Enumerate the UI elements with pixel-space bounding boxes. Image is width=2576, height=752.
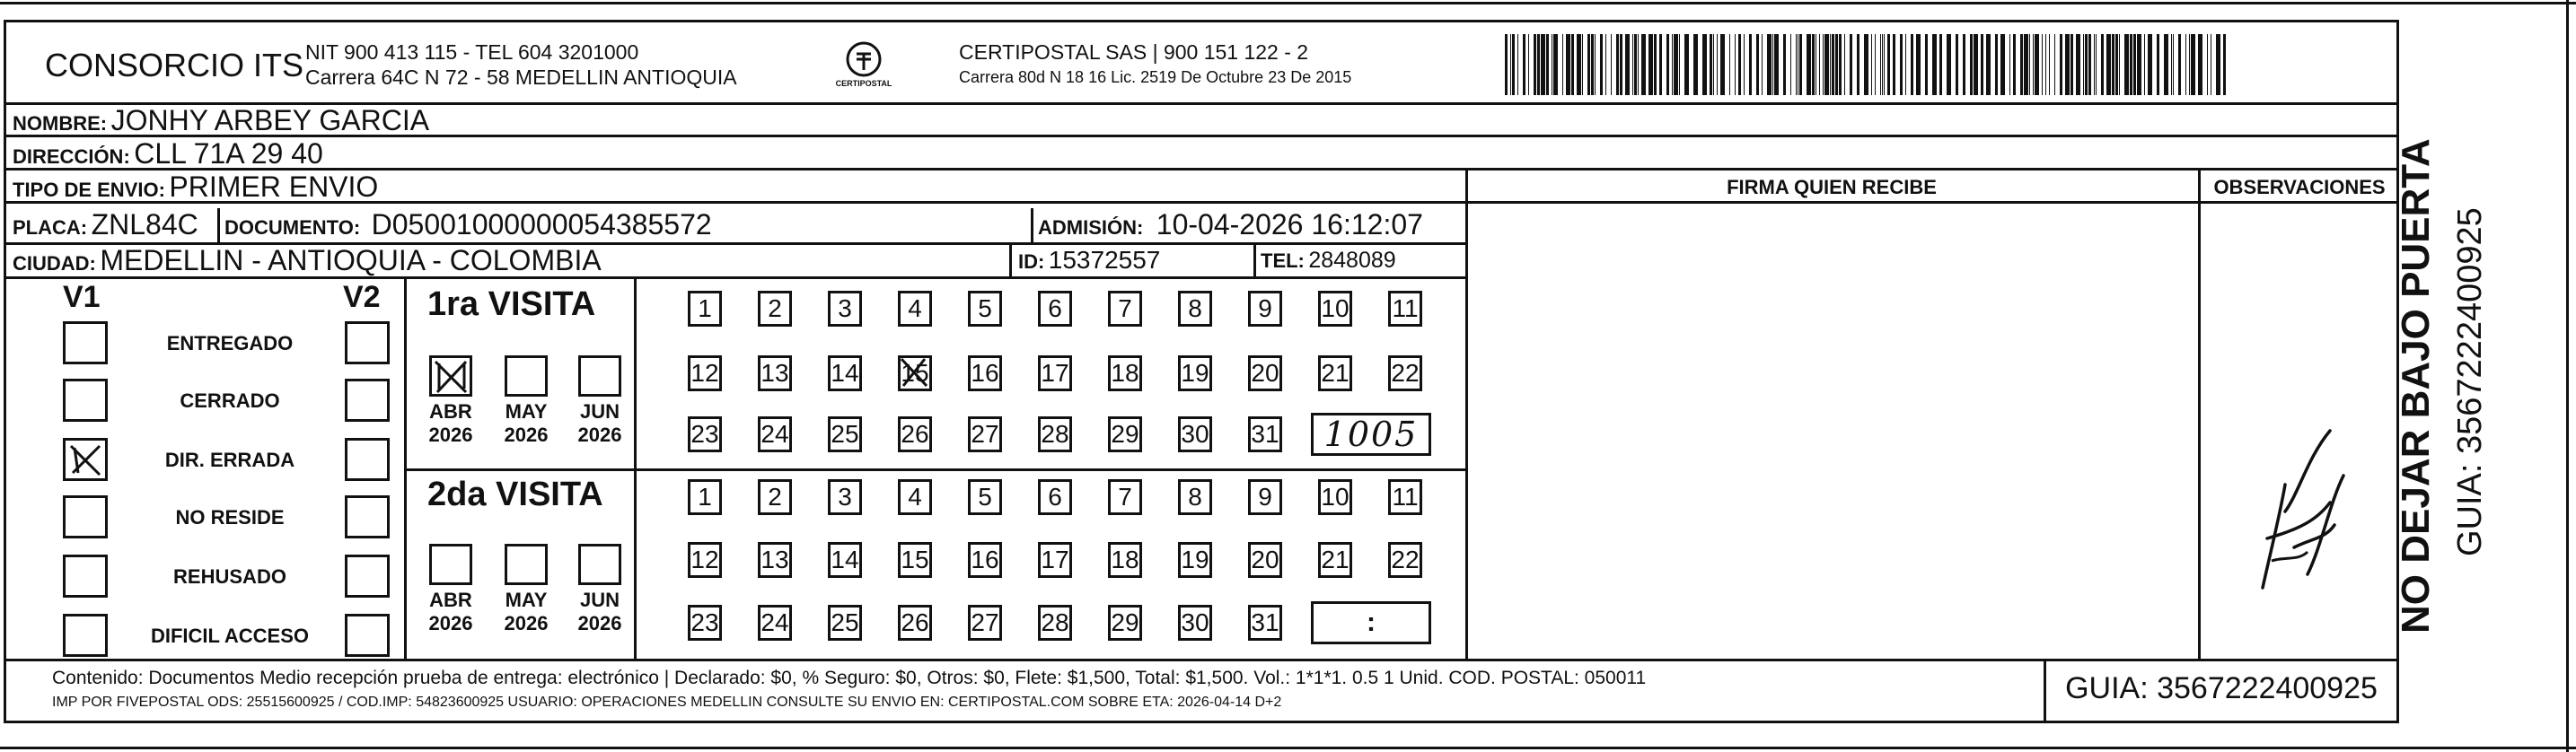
footer-contenido: Contenido: Documentos Medio recepción prueba de entrega: electrónico | Declarado: $0, % Seguro: $0, Otros: $0, Flete: $1,500, Total: $1,500. Vol.: 1*1*1. 0.5 1 Unid. COD. POSTAL: 050011 <box>52 668 1647 688</box>
second-visit-day-label: 29 <box>1111 608 1139 636</box>
company-nit: NIT 900 413 115 - TEL 604 3201000 <box>305 40 639 64</box>
certipostal-logo-text: CERTIPOSTAL <box>835 79 892 88</box>
second-visit-day-10[interactable] <box>1318 479 1352 515</box>
footer-imp-line: IMP POR FIVEPOSTAL ODS: 25515600925 / COD.IMP: 54823600925 USUARIO: OPERACIONES MEDELLIN CONSULTE SU ENVIO EN: CERTIPOSTAL.COM SOBRE ETA: 2026-04-14 D+2 <box>52 695 1282 710</box>
first-visit-time-value: 1005 <box>1323 415 1419 454</box>
second-visit-day-21[interactable] <box>1318 542 1352 578</box>
first-visit-day-26[interactable] <box>898 416 932 452</box>
second-visit-day-label: 23 <box>690 608 719 636</box>
first-visit-month-label: JUN <box>579 400 620 423</box>
first-visit-day-2[interactable] <box>758 291 792 327</box>
second-visit-day-label: 16 <box>971 546 999 573</box>
second-visit-day-label: 11 <box>1392 483 1419 511</box>
second-visit-day-label: 19 <box>1181 546 1209 573</box>
first-visit-day-label: 3 <box>838 294 852 322</box>
first-visit-day-20[interactable] <box>1248 355 1282 391</box>
second-visit-day-label: 8 <box>1188 483 1202 511</box>
first-visit-day-15[interactable] <box>898 355 932 391</box>
first-visit-day-label: 28 <box>1041 420 1069 448</box>
second-visit-day-29[interactable] <box>1108 605 1142 641</box>
months-divider <box>634 276 637 659</box>
company-name: CONSORCIO ITS <box>45 47 304 83</box>
first-visit-day-label: 4 <box>908 294 922 322</box>
recipient-signature <box>2245 404 2352 601</box>
second-visit-day-label: 20 <box>1251 546 1279 573</box>
status-option-label: NO RESIDE <box>175 506 285 529</box>
first-visit-day-30[interactable] <box>1178 416 1212 452</box>
second-visit-day-14[interactable] <box>828 542 862 578</box>
documento-label: DOCUMENTO: <box>224 216 361 239</box>
visit-split-rule <box>404 468 1467 471</box>
second-visit-month-box-may[interactable] <box>505 544 548 585</box>
ciudad-value: MEDELLIN - ANTIOQUIA - COLOMBIA <box>100 244 602 276</box>
v1-checkbox-5[interactable] <box>63 555 108 598</box>
first-visit-day-label: 29 <box>1111 420 1139 448</box>
first-visit-day-label: 27 <box>971 420 999 448</box>
v2-checkbox-4[interactable] <box>345 495 390 538</box>
first-visit-day-5[interactable] <box>968 291 1002 327</box>
footer-guia: GUIA: 3567222400925 <box>2065 671 2378 705</box>
v2-checkbox-3[interactable] <box>345 438 390 481</box>
first-visit-day-23[interactable] <box>688 416 722 452</box>
second-visit-day-17[interactable] <box>1038 542 1072 578</box>
status-option-label: CERRADO <box>180 389 280 412</box>
ciudad-label: CIUDAD: <box>13 252 96 275</box>
first-visit-day-label: 11 <box>1392 294 1419 322</box>
first-visit-day-14[interactable] <box>828 355 862 391</box>
first-visit-title: 1ra VISITA <box>427 285 596 323</box>
v1-checkbox-6[interactable] <box>63 614 108 657</box>
second-visit-time-value: : <box>1367 608 1376 637</box>
direccion-label: DIRECCIÓN: <box>13 145 130 168</box>
second-visit-month-label: MAY <box>505 589 548 611</box>
first-visit-month-label: MAY <box>505 400 548 423</box>
tipo-envio-label: TIPO DE ENVIO: <box>13 179 165 201</box>
first-visit-month-box-abr[interactable] <box>429 355 472 397</box>
documento-value: D05001000000054385572 <box>371 208 712 240</box>
first-visit-day-21[interactable] <box>1318 355 1352 391</box>
second-visit-day-11[interactable] <box>1388 479 1422 515</box>
first-visit-day-11[interactable] <box>1388 291 1422 327</box>
placa-divider <box>217 208 220 242</box>
second-visit-day-label: 13 <box>760 546 789 573</box>
second-visit-day-30[interactable] <box>1178 605 1212 641</box>
direccion-value: CLL 71A 29 40 <box>134 137 323 170</box>
ciudad-divider <box>1009 242 1012 276</box>
second-visit-day-4[interactable] <box>898 479 932 515</box>
placa-label: PLACA: <box>13 216 88 239</box>
first-visit-day-label: 26 <box>901 420 929 448</box>
status-option-label: DIFICIL ACCESO <box>150 625 309 647</box>
v2-checkbox-1[interactable] <box>345 321 390 364</box>
first-visit-day-13[interactable] <box>758 355 792 391</box>
footer-divider <box>4 659 2399 661</box>
firma-quien-recibe-label: FIRMA QUIEN RECIBE <box>1727 176 1937 198</box>
first-visit-day-18[interactable] <box>1108 355 1142 391</box>
first-visit-day-label: 24 <box>760 420 789 448</box>
ciudad-field <box>13 244 602 277</box>
first-visit-day-9[interactable] <box>1248 291 1282 327</box>
second-visit-day-label: 17 <box>1041 546 1069 573</box>
first-visit-month-box-jun[interactable] <box>578 355 621 397</box>
second-visit-day-label: 3 <box>838 483 852 511</box>
first-visit-day-label: 21 <box>1321 359 1350 387</box>
first-visit-day-label: 12 <box>690 359 719 387</box>
second-visit-day-label: 15 <box>901 546 929 573</box>
second-visit-day-label: 9 <box>1258 483 1272 511</box>
second-visit-day-label: 30 <box>1181 608 1209 636</box>
second-visit-year-label: 2026 <box>428 612 473 634</box>
second-visit-day-2[interactable] <box>758 479 792 515</box>
second-visit-day-label: 7 <box>1118 483 1132 511</box>
id-field <box>1018 246 1160 275</box>
second-visit-time-box[interactable] <box>1311 601 1431 644</box>
first-visit-day-label: 30 <box>1181 420 1209 448</box>
second-visit-month-box-jun[interactable] <box>578 544 621 585</box>
second-visit-day-27[interactable] <box>968 605 1002 641</box>
first-visit-day-16[interactable] <box>968 355 1002 391</box>
first-visit-day-28[interactable] <box>1038 416 1072 452</box>
v2-checkbox-6[interactable] <box>345 614 390 657</box>
first-visit-day-label: 2 <box>768 294 782 322</box>
second-visit-day-12[interactable] <box>688 542 722 578</box>
tracking-barcode <box>1505 34 2232 95</box>
observaciones-label: OBSERVACIONES <box>2213 176 2386 198</box>
company-address: Carrera 64C N 72 - 58 MEDELLIN ANTIOQUIA <box>305 66 737 89</box>
second-visit-day-9[interactable] <box>1248 479 1282 515</box>
page-bottom-rule <box>0 747 2576 749</box>
second-visit-day-label: 2 <box>768 483 782 511</box>
second-visit-day-7[interactable] <box>1108 479 1142 515</box>
first-visit-time-box[interactable] <box>1311 413 1431 456</box>
first-visit-year-label: 2026 <box>428 424 473 446</box>
admision-field <box>1038 208 1423 241</box>
right-panel-header-rule <box>1465 201 2399 204</box>
first-visit-day-label: 25 <box>831 420 859 448</box>
first-visit-day-label: 15 <box>901 359 929 387</box>
first-visit-day-label: 23 <box>690 420 719 448</box>
first-visit-day-1[interactable] <box>688 291 722 327</box>
second-visit-day-label: 4 <box>908 483 922 511</box>
admision-label: ADMISIÓN: <box>1038 216 1144 239</box>
second-visit-day-31[interactable] <box>1248 605 1282 641</box>
first-visit-day-29[interactable] <box>1108 416 1142 452</box>
status-option-label: REHUSADO <box>173 565 286 588</box>
second-visit-day-label: 5 <box>978 483 992 511</box>
first-visit-day-12[interactable] <box>688 355 722 391</box>
first-visit-day-label: 17 <box>1041 359 1069 387</box>
second-visit-day-20[interactable] <box>1248 542 1282 578</box>
v2-label: V2 <box>343 280 381 314</box>
second-visit-day-16[interactable] <box>968 542 1002 578</box>
second-visit-day-6[interactable] <box>1038 479 1072 515</box>
second-visit-month-label: ABR <box>429 589 472 611</box>
first-visit-day-7[interactable] <box>1108 291 1142 327</box>
tipo-envio-value: PRIMER ENVIO <box>169 171 379 203</box>
second-visit-day-28[interactable] <box>1038 605 1072 641</box>
first-visit-day-label: 16 <box>971 359 999 387</box>
tel-label: TEL: <box>1261 249 1305 272</box>
second-visit-day-label: 6 <box>1048 483 1062 511</box>
second-visit-day-5[interactable] <box>968 479 1002 515</box>
v1-checkbox-1[interactable] <box>63 321 108 364</box>
page-top-rule <box>0 2 2576 4</box>
signature-mark <box>2245 404 2352 601</box>
first-visit-day-3[interactable] <box>828 291 862 327</box>
second-visit-day-label: 14 <box>831 546 859 573</box>
first-visit-day-label: 5 <box>978 294 992 322</box>
second-visit-day-label: 10 <box>1321 483 1350 511</box>
first-visit-day-label: 6 <box>1048 294 1062 322</box>
first-visit-day-19[interactable] <box>1178 355 1212 391</box>
v1-checkbox-2[interactable] <box>63 379 108 422</box>
options-divider <box>404 276 407 659</box>
nombre-label: NOMBRE: <box>13 112 108 135</box>
v1-label: V1 <box>63 280 101 314</box>
nombre-value: JONHY ARBEY GARCIA <box>110 104 430 136</box>
certipostal-info: CERTIPOSTAL SAS | 900 151 122 - 2 <box>959 40 1309 64</box>
second-visit-day-19[interactable] <box>1178 542 1212 578</box>
first-visit-day-6[interactable] <box>1038 291 1072 327</box>
observaciones-left-border <box>2198 168 2201 660</box>
first-visit-day-8[interactable] <box>1178 291 1212 327</box>
v2-checkbox-2[interactable] <box>345 379 390 422</box>
second-visit-day-26[interactable] <box>898 605 932 641</box>
check-mark-icon <box>432 358 470 394</box>
id-divider <box>1253 242 1256 276</box>
first-visit-year-label: 2026 <box>577 424 622 446</box>
cross-mark-icon <box>898 355 932 391</box>
second-visit-day-label: 18 <box>1111 546 1139 573</box>
certipostal-logo-icon <box>837 39 891 97</box>
side-guia: GUIA: 3567222400925 <box>2451 207 2489 556</box>
page-right-rule <box>2566 0 2569 752</box>
second-visit-day-label: 24 <box>760 608 789 636</box>
first-visit-day-label: 14 <box>831 359 859 387</box>
second-visit-day-label: 27 <box>971 608 999 636</box>
second-visit-day-label: 26 <box>901 608 929 636</box>
second-visit-day-22[interactable] <box>1388 542 1422 578</box>
first-visit-day-label: 22 <box>1391 359 1420 387</box>
first-visit-day-label: 8 <box>1188 294 1202 322</box>
second-visit-day-23[interactable] <box>688 605 722 641</box>
second-visit-day-18[interactable] <box>1108 542 1142 578</box>
first-visit-month-label: ABR <box>429 400 472 423</box>
v1-checkbox-4[interactable] <box>63 495 108 538</box>
first-visit-day-label: 31 <box>1251 420 1279 448</box>
documento-divider <box>1031 208 1033 242</box>
firma-left-border <box>1465 168 1468 660</box>
first-visit-day-label: 7 <box>1118 294 1132 322</box>
second-visit-title: 2da VISITA <box>427 476 603 513</box>
first-visit-day-25[interactable] <box>828 416 862 452</box>
second-visit-year-label: 2026 <box>577 612 622 634</box>
second-visit-day-label: 25 <box>831 608 859 636</box>
placa-value: ZNL84C <box>91 208 198 240</box>
direccion-row <box>13 137 323 171</box>
second-visit-day-13[interactable] <box>758 542 792 578</box>
tel-field <box>1261 248 1396 274</box>
first-visit-day-label: 13 <box>760 359 789 387</box>
tel-value: 2848089 <box>1308 248 1396 273</box>
second-visit-year-label: 2026 <box>504 612 549 634</box>
status-option-label: DIR. ERRADA <box>164 449 295 471</box>
certipostal-logo <box>837 39 891 97</box>
first-visit-day-label: 18 <box>1111 359 1139 387</box>
first-visit-month-box-may[interactable] <box>505 355 548 397</box>
second-visit-day-24[interactable] <box>758 605 792 641</box>
first-visit-day-4[interactable] <box>898 291 932 327</box>
second-visit-month-label: JUN <box>579 589 620 611</box>
v2-checkbox-5[interactable] <box>345 555 390 598</box>
placa-field <box>13 208 198 241</box>
status-option-label: ENTREGADO <box>166 332 294 354</box>
first-visit-day-label: 10 <box>1321 294 1350 322</box>
nombre-row <box>13 104 429 137</box>
second-visit-day-label: 28 <box>1041 608 1069 636</box>
first-visit-day-label: 1 <box>698 294 712 322</box>
first-visit-day-22[interactable] <box>1388 355 1422 391</box>
first-visit-day-label: 9 <box>1258 294 1272 322</box>
first-visit-day-17[interactable] <box>1038 355 1072 391</box>
second-visit-day-8[interactable] <box>1178 479 1212 515</box>
id-value: 15372557 <box>1048 246 1161 274</box>
first-visit-year-label: 2026 <box>504 424 549 446</box>
first-visit-day-24[interactable] <box>758 416 792 452</box>
second-visit-day-label: 31 <box>1251 608 1279 636</box>
second-visit-month-box-abr[interactable] <box>429 544 472 585</box>
v1-checkbox-3[interactable] <box>63 438 108 481</box>
second-visit-day-3[interactable] <box>828 479 862 515</box>
second-visit-day-label: 1 <box>698 483 712 511</box>
first-visit-day-label: 20 <box>1251 359 1279 387</box>
second-visit-day-25[interactable] <box>828 605 862 641</box>
certipostal-license: Carrera 80d N 18 16 Lic. 2519 De Octubre 23 De 2015 <box>959 68 1352 86</box>
id-label: ID: <box>1018 250 1045 273</box>
first-visit-day-31[interactable] <box>1248 416 1282 452</box>
tipo-envio-row <box>13 171 378 204</box>
first-visit-day-10[interactable] <box>1318 291 1352 327</box>
second-visit-day-label: 22 <box>1391 546 1420 573</box>
first-visit-day-27[interactable] <box>968 416 1002 452</box>
second-visit-day-15[interactable] <box>898 542 932 578</box>
side-notice: NO DEJAR BAJO PUERTA <box>2394 138 2438 634</box>
second-visit-day-label: 21 <box>1321 546 1350 573</box>
second-visit-day-1[interactable] <box>688 479 722 515</box>
check-mark-icon <box>66 441 105 478</box>
first-visit-day-label: 19 <box>1181 359 1209 387</box>
admision-value: 10-04-2026 16:12:07 <box>1156 208 1423 240</box>
documento-field <box>224 208 712 241</box>
second-visit-day-label: 12 <box>690 546 719 573</box>
